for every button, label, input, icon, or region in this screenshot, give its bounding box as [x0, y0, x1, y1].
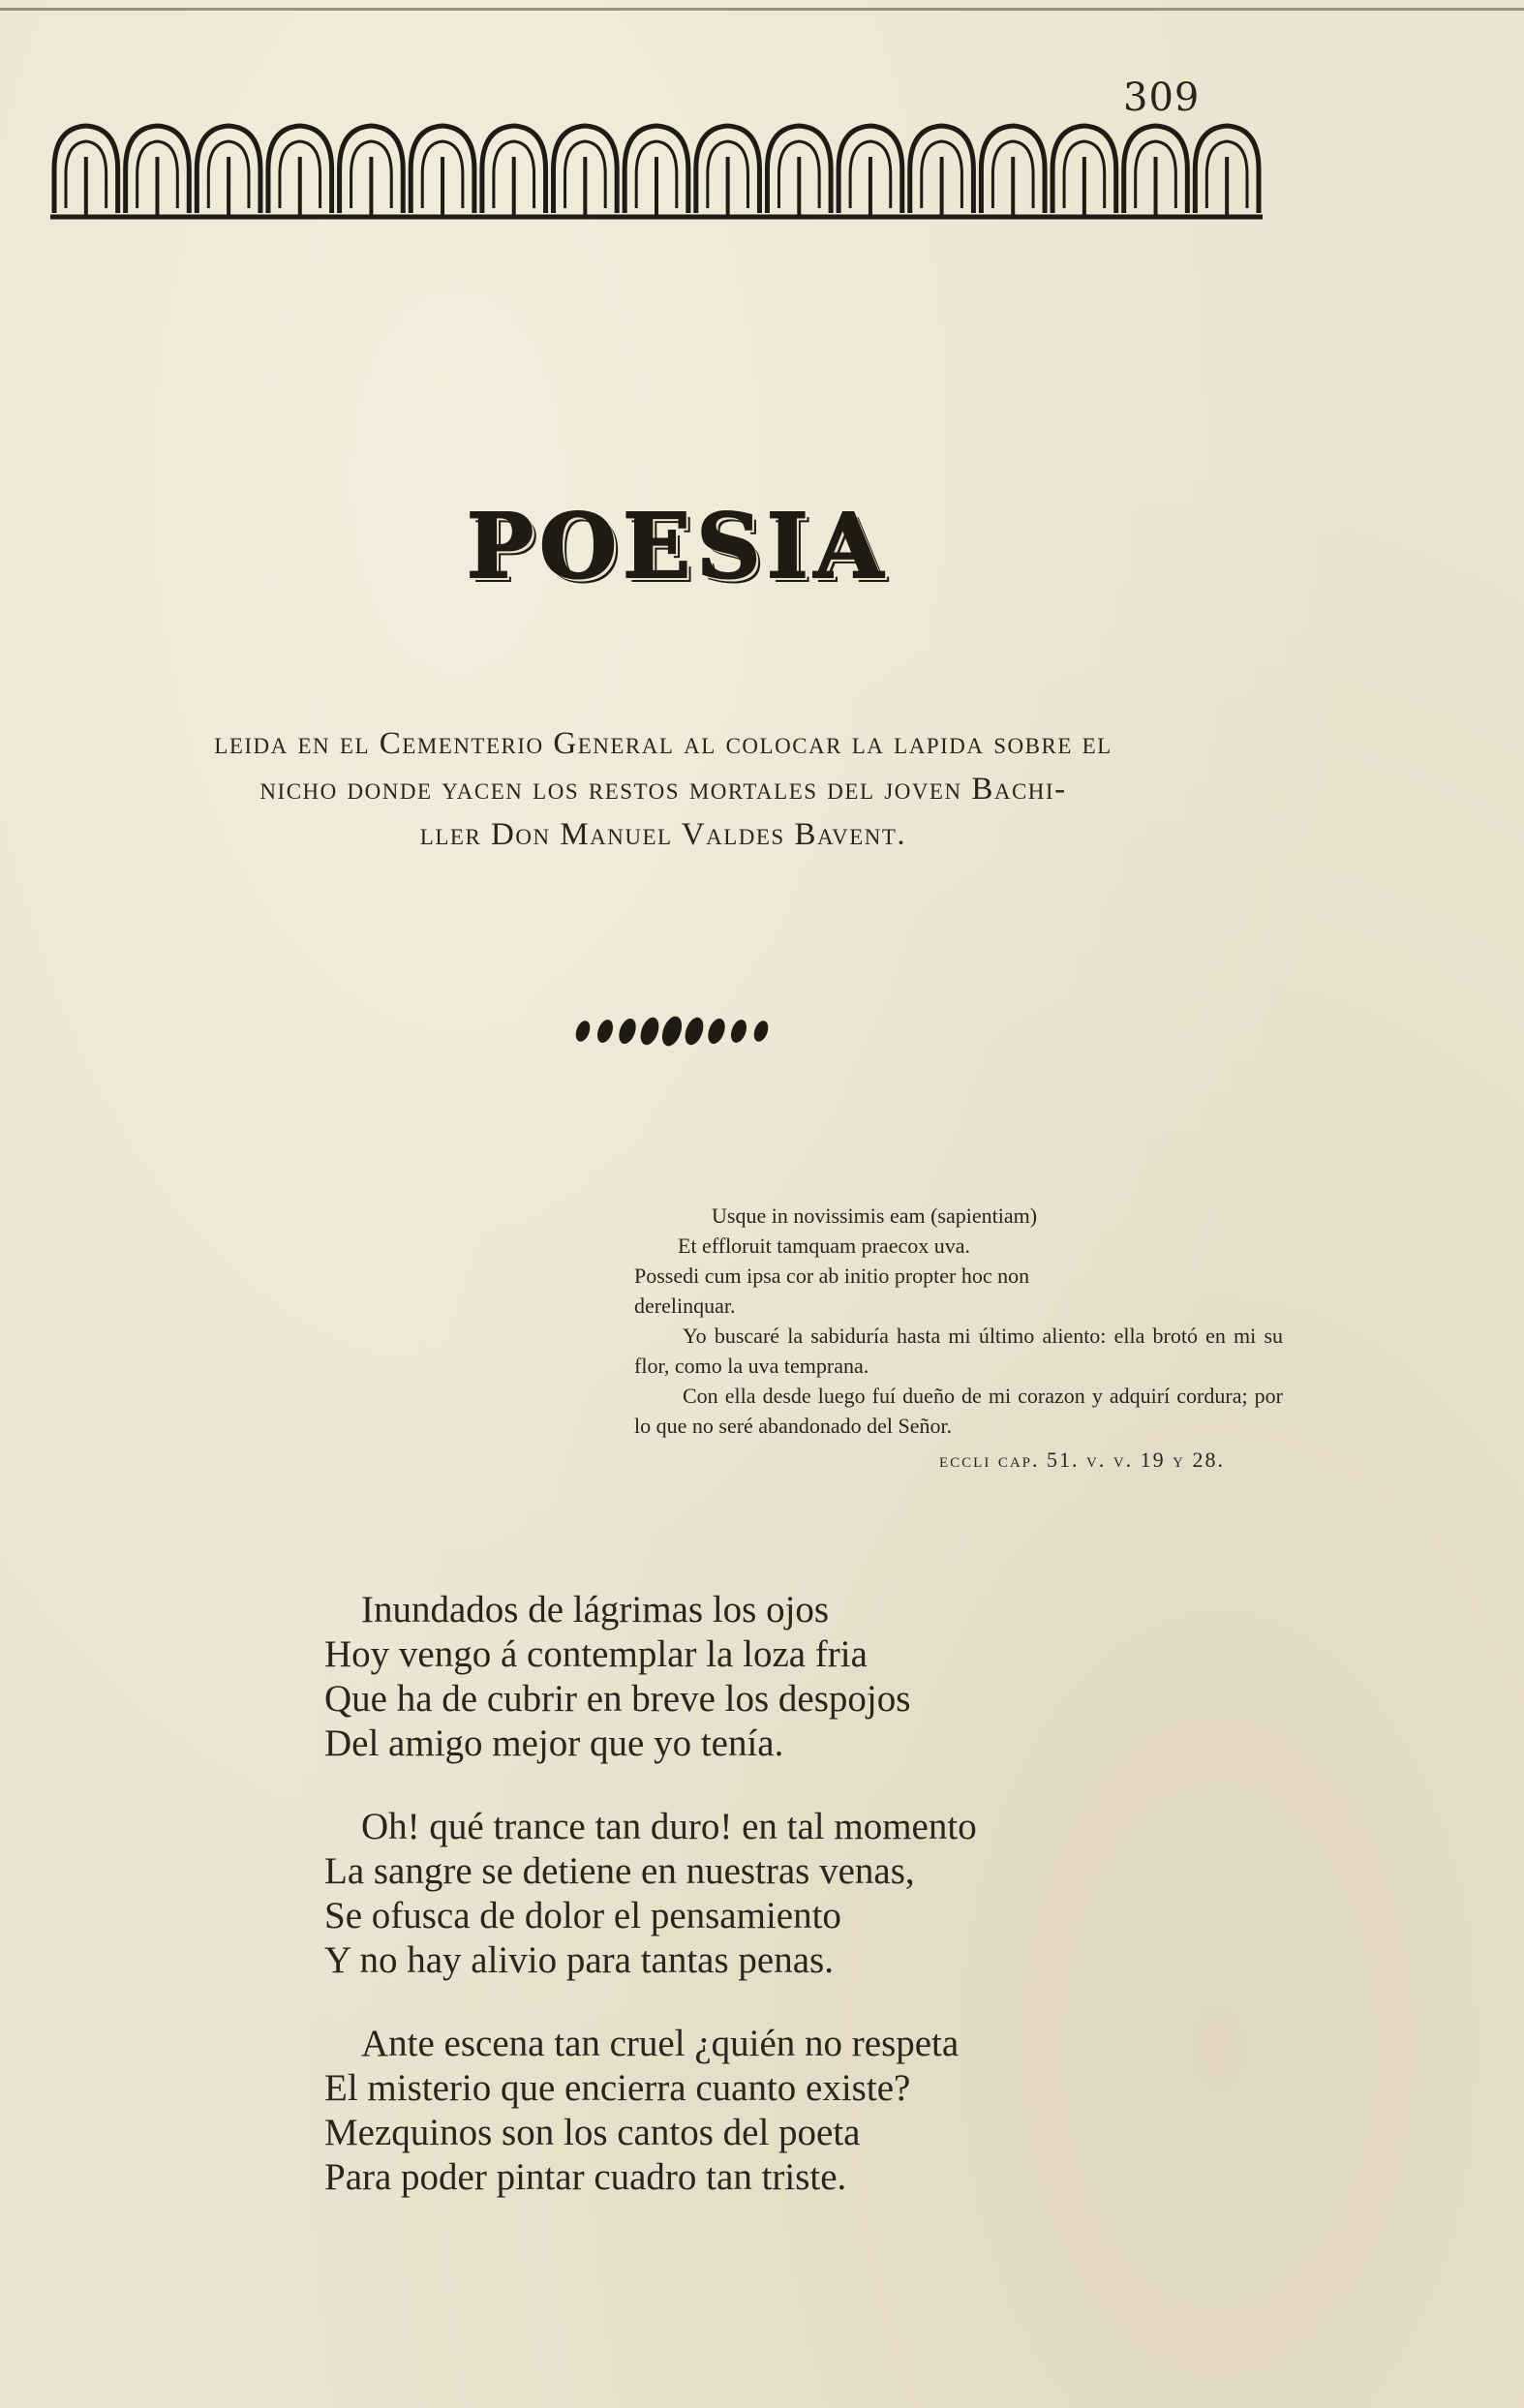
epigraph-latin-line: Possedi cum ipsa cor ab initio propter hoc non — [634, 1264, 1030, 1288]
subtitle-line: nicho donde yacen los restos mortales del joven Bachi- — [259, 772, 1067, 807]
subtitle-line: ller Don Manuel Valdes Bavent. — [419, 817, 907, 852]
divider-mark — [728, 1018, 749, 1045]
ornamental-arch-border — [50, 116, 1263, 221]
divider-mark — [616, 1017, 639, 1047]
verse-line: Que ha de cubrir en breve los despojos — [324, 1678, 911, 1720]
verse-line: Se ofusca de dolor el pensamiento — [324, 1895, 841, 1936]
divider-mark — [637, 1015, 662, 1048]
stanza — [324, 1588, 1196, 1766]
divider-mark — [594, 1018, 616, 1045]
poem — [324, 1588, 1196, 2239]
subtitle-block — [48, 721, 1278, 858]
verse-line: Hoy vengo á contemplar la loza fria — [324, 1633, 868, 1675]
verse-line: La sangre se detiene en nuestras venas, — [324, 1850, 915, 1892]
epigraph-latin-line: derelinquar. — [634, 1294, 736, 1318]
divider-mark — [751, 1019, 771, 1044]
subtitle-line: leida en el Cementerio General al colocar la lapida sobre el — [214, 726, 1113, 761]
verse-line: Inundados de lágrimas los ojos — [361, 1589, 830, 1631]
epigraph-latin-line: Usque in novissimis eam (sapientiam) — [712, 1204, 1038, 1228]
divider-mark — [573, 1019, 593, 1044]
divider-mark — [682, 1015, 707, 1048]
verse-line: El misterio que encierra cuanto existe? — [324, 2067, 911, 2109]
epigraph-spanish-para: Yo buscaré la sabiduría hasta mi último aliento: ella brotó en mi su flor, como la uva temprana. — [634, 1324, 1283, 1378]
page-number: 309 — [1123, 76, 1201, 120]
page-title — [436, 494, 920, 598]
stanza — [324, 1805, 1196, 1983]
verse-line: Ante escena tan cruel ¿quién no respeta — [361, 2023, 960, 2064]
verse-line: Y no hay alivio para tantas penas. — [324, 1939, 834, 1981]
verse-line: Oh! qué trance tan duro! en tal momento — [361, 1806, 977, 1847]
epigraph-latin-line: Et effloruit tamquam praecox uva. — [678, 1234, 970, 1258]
epigraph-spanish-para: Con ella desde luego fuí dueño de mi corazon y adquirí cordura; por lo que no seré abandonado del Señor. — [634, 1384, 1283, 1438]
page-top-rule — [0, 8, 1524, 11]
stanza — [324, 2022, 1196, 2200]
title-text: POESIA — [466, 494, 890, 598]
divider-mark — [658, 1014, 686, 1049]
epigraph-source: eccli cap. 51. v. v. 19 y 28. — [938, 1448, 1225, 1472]
verse-line: Mezquinos son los cantos del poeta — [324, 2112, 861, 2153]
ornamental-divider — [571, 1012, 775, 1051]
epigraph — [634, 1201, 1283, 1475]
divider-mark — [705, 1017, 728, 1047]
verse-line: Para poder pintar cuadro tan triste. — [324, 2156, 847, 2198]
verse-line: Del amigo mejor que yo tenía. — [324, 1722, 784, 1764]
